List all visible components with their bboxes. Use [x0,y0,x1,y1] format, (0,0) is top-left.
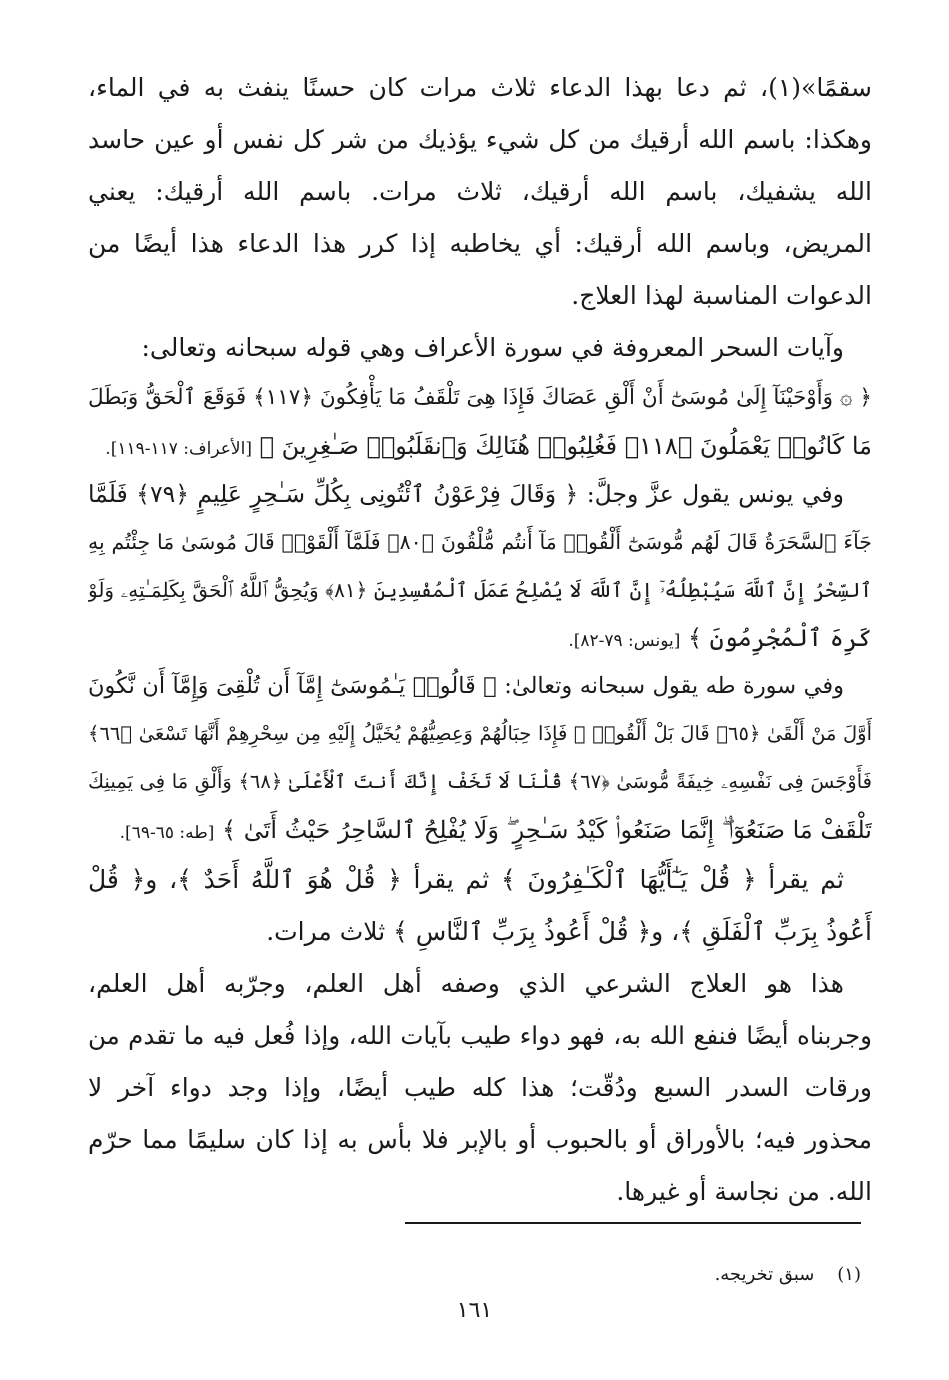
paragraph-intro: وفي سورة طه يقول سبحانه وتعالىٰ: [504,673,844,699]
text-line: الله يشفيك، باسم الله أرقيك، ثلاث مرات. باسم الله أرقيك: يعني [88,177,872,206]
footnote-text: سبق تخريجه. [714,1264,815,1285]
text-line: هذا هو العلاج الشرعي الذي وصفه أهل العلم، وجرّبه أهل العلم، [88,969,844,998]
quran-verse-text: كَرِهَ ٱلْمُجْرِمُونَ ﴾ [687,624,872,652]
quran-verse-text: ﴿ وَقَالَ فِرْعَوْنُ ٱئْتُونِى بِكُلِّ سَـٰحِرٍ عَلِيمٍ ﴿٧٩﴾ فَلَمَّا [88,480,579,508]
quran-verse-line [88,806,872,854]
text-line: وهكذا: باسم الله أرقيك من كل شيء يؤذيك من شر كل نفس أو عين حاسد [88,125,872,154]
quran-verse-text: مَا كَانُوا۟ يَعْمَلُونَ ﴿١١٨﴾ فَغُلِبُوا۟ هُنَالِكَ وَٱنقَلَبُوا۟ صَـٰغِرِينَ ﴾ [259,432,872,460]
quran-verse-line: أَوَّلَ مَنْ أَلْقَىٰ ﴿٦٥﴾ قَالَ بَلْ أَلْقُوا۟ ۖ فَإِذَا حِبَالُهُمْ وَعِصِيُّهُمْ يُخَيَّلُ إِلَيْهِ مِن سِحْرِهِمْ أَنَّهَا تَسْعَىٰ ﴿٦٦﴾ [88,722,872,745]
verse-reference: [طه: ٦٥-٦٩]. [119,823,215,843]
quran-verse-text: ﴿ قَالُوا۟ يَـٰمُوسَىٰٓ إِمَّآ أَن تُلْقِىَ وَإِمَّآ أَن نَّكُونَ [88,673,497,699]
paragraph-intro: وآيات السحر المعروفة في سورة الأعراف وهي قوله سبحانه وتعالى: [141,333,844,362]
quran-verse-line: جَآءَ ٱلسَّحَرَةُ قَالَ لَهُم مُّوسَىٰٓ أَلْقُوا۟ مَآ أَنتُم مُّلْقُونَ ﴿٨٠﴾ فَلَمَّآ أَلْقَوْا۟ قَالَ مُوسَىٰ مَا جِئْتُم بِهِ [88,530,872,554]
quran-verse-line [88,470,872,518]
text-line: سقمًا»(١)، ثم دعا بهذا الدعاء ثلاث مرات كان حسنًا ينفث به في الماء، [88,73,872,102]
quran-verse-line: ٱلسِّحْرُ إِنَّ ٱللَّهَ سَيُبْطِلُهُۥٓ إِنَّ ٱللَّهَ لَا يُصْلِحُ عَمَلَ ٱلْمُفْسِدِينَ ﴿٨١﴾ وَيُحِقُّ ٱللَّهُ ٱلْحَقَّ بِكَلِمَـٰتِهِۦ وَلَوْ [88,578,872,602]
main-text [88,62,872,1218]
text-line: محذور فيه؛ بالأوراق أو بالحبوب أو بالإبر فلا بأس به إذا كان سليمًا مما حرّم [88,1125,872,1154]
quran-verse-line [88,422,872,470]
quran-verse-line [88,614,872,662]
text-line: وجربناه أيضًا فنفع الله به، فهو دواء طيب بآيات الله، وإذا فُعل فيه ما تقدم من [88,1021,872,1050]
quran-verse-line: ﴿ ۞ وَأَوْحَيْنَآ إِلَىٰ مُوسَىٰٓ أَنْ أَلْقِ عَصَاكَ فَإِذَا هِىَ تَلْقَفُ مَا يَأْفِكُونَ ﴿١١٧﴾ فَوَقَعَ ٱلْحَقُّ وَبَطَلَ [88,385,872,410]
footnote-divider [405,1222,861,1224]
text-line: المريض، وباسم الله أرقيك: أي يخاطبه إذا كرر هذا الدعاء هذا أيضًا من [88,229,872,258]
quran-verse-line: فَأَوْجَسَ فِى نَفْسِهِۦ خِيفَةً مُّوسَىٰ ﴿٦٧﴾ قُلْنَا لَا تَخَفْ إِنَّكَ أَنتَ ٱلْأَعْلَىٰ ﴿٦٨﴾ وَأَلْقِ مَا فِى يَمِينِكَ [88,770,872,793]
footnote [715,1262,861,1288]
text-line: أَعُوذُ بِرَبِّ ٱلْفَلَقِ ﴾، و﴿ قُلْ أَعُوذُ بِرَبِّ ٱلنَّاسِ ﴾ ثلاث مرات. [266,917,872,946]
text-line: ثم يقرأ ﴿ قُلْ يَـٰٓأَيُّهَا ٱلْكَـٰفِرُونَ ﴾ ثم يقرأ ﴿ قُلْ هُوَ ٱللَّهُ أَحَدٌ ﴾، و﴿ قُلْ [88,865,844,894]
verse-reference: [الأعراف: ١١٧-١١٩]. [105,439,252,459]
text-line: الله. من نجاسة أو غيرها. [616,1177,872,1206]
quran-verse-text: تَلْقَفْ مَا صَنَعُوٓا۟ ۖ إِنَّمَا صَنَعُوا۟ كَيْدُ سَـٰحِرٍ ۖ وَلَا يُفْلِحُ ٱلسَّاحِرُ حَيْثُ أَتَىٰ ﴾ [222,816,872,844]
text-line: الدعوات المناسبة لهذا العلاج. [571,281,872,310]
paragraph-intro: وفي يونس يقول عزَّ وجلَّ: [586,480,844,508]
page-number: ١٦١ [456,1298,493,1323]
footnote-number: (١) [837,1264,861,1285]
quran-verse-line [88,662,872,710]
text-line: ورقات السدر السبع ودُقّت؛ هذا كله طيب أيضًا، وإذا وجد دواء آخر لا [88,1073,872,1102]
verse-reference: [يونس: ٧٩-٨٢]. [568,631,681,651]
